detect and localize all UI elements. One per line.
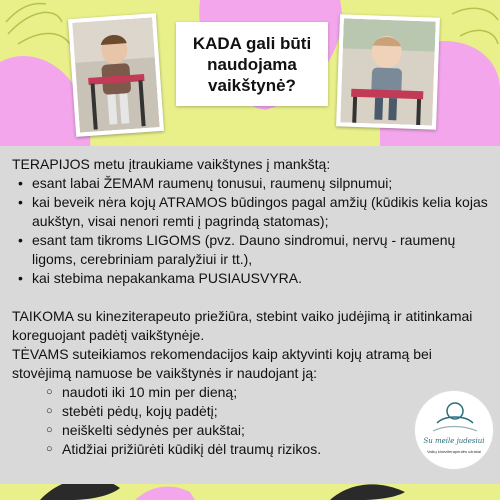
photo-child-in-walker-right <box>336 14 440 129</box>
page-title: KADA gali būti naudojama vaikštynė? <box>192 33 312 95</box>
list-item: • kai stebima nepakankama PUSIAUSVYRA. <box>12 269 500 288</box>
photo-left-image <box>72 17 159 132</box>
title-card <box>176 22 328 106</box>
brand-logo <box>414 390 494 470</box>
parents-text: TĖVAMS suteikiamos rekomendacijos kaip aktyvinti kojų atramą bei stovėjimą namuose be vaikštynės ir naudojant ją: <box>12 346 432 381</box>
logo-subtitle: Vaikų kineziterapeutės užrašai <box>427 449 481 454</box>
photo-child-in-walker-left <box>68 13 164 137</box>
logo-name: Su meile judesiui <box>423 437 485 445</box>
list-item: • esant tam tikroms LIGOMS (pvz. Dauno sindromui, nervų - raumenų ligoms, cerebriniam paralyžiui ir tt.), <box>12 231 500 269</box>
list-item: • kai beveik nėra kojų ATRAMOS būdingos pagal amžių (kūdikis kelia kojas aukštyn, visai nenori remti į pagrindą statomas); <box>12 193 500 231</box>
intro-text: TERAPIJOS metu įtraukiame vaikštynes į mankštą: <box>12 156 331 172</box>
list-item: ○ Atidžiai prižiūrėti kūdikį dėl traumų rizikos. <box>12 440 500 459</box>
list-item: ○ neiškelti sėdynės per aukštai; <box>12 421 500 440</box>
photo-right-image <box>340 18 436 125</box>
list-item: • esant labai ŽEMAM raumenų tonusui, raumenų silpnumui; <box>12 174 500 193</box>
list-item: ○ stebėti pėdų, kojų padėtį; <box>12 402 500 421</box>
leaf-sketch-topleft <box>6 4 70 44</box>
leaf-sketch-topright <box>452 8 498 44</box>
list-item: ○ naudoti iki 10 min per dieną; <box>12 383 500 402</box>
applied-text: TAIKOMA su kineziterapeuto priežiūra, stebint vaiko judėjimą ir atitinkamai koreguojant padėtį vaikštynėje. <box>12 308 473 343</box>
indications-list <box>12 174 500 288</box>
